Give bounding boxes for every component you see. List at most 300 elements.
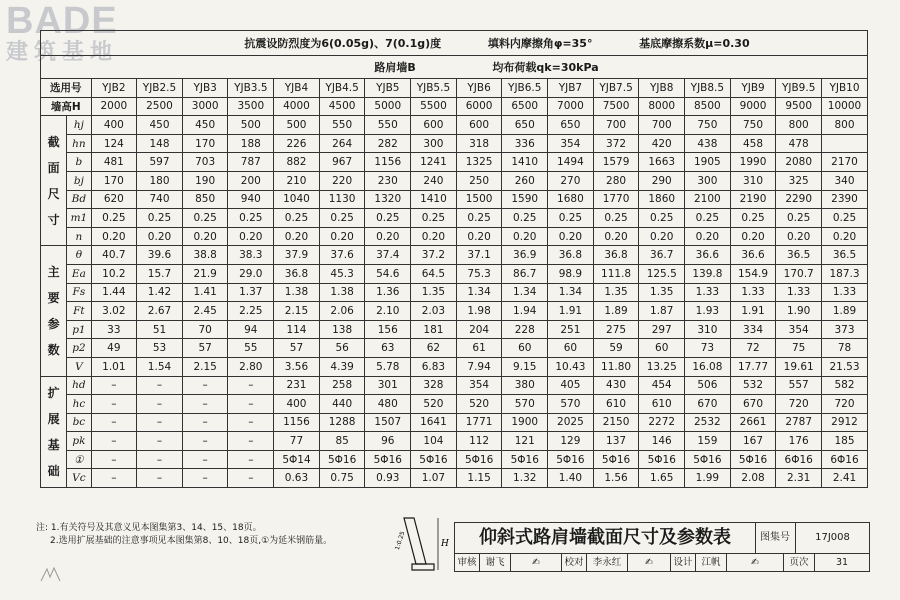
height-cell: 6500 bbox=[502, 97, 548, 116]
value-cell: 1990 bbox=[730, 153, 776, 172]
value-cell: 2.08 bbox=[730, 469, 776, 488]
value-cell: 1641 bbox=[411, 413, 457, 432]
value-cell: 188 bbox=[228, 134, 274, 153]
value-cell: 336 bbox=[502, 134, 548, 153]
value-cell: 1.65 bbox=[639, 469, 685, 488]
value-cell: 36.5 bbox=[776, 246, 822, 265]
value-cell: 582 bbox=[822, 376, 868, 395]
value-cell: 318 bbox=[456, 134, 502, 153]
table-row bbox=[41, 190, 868, 209]
model-cell: YJB5.5 bbox=[411, 79, 457, 98]
value-cell: 73 bbox=[685, 339, 731, 358]
value-cell: 1040 bbox=[274, 190, 320, 209]
row-label: V bbox=[67, 357, 91, 376]
parameter-table bbox=[40, 30, 868, 488]
model-cell: YJB5 bbox=[365, 79, 411, 98]
height-cell: 9500 bbox=[776, 97, 822, 116]
value-cell: – bbox=[182, 469, 228, 488]
value-cell: 3.56 bbox=[274, 357, 320, 376]
value-cell: 138 bbox=[319, 320, 365, 339]
value-cell: 720 bbox=[776, 395, 822, 414]
value-cell: 60 bbox=[502, 339, 548, 358]
value-cell: 40.7 bbox=[91, 246, 137, 265]
corner-mark-icon bbox=[38, 565, 64, 585]
value-cell: 0.25 bbox=[776, 209, 822, 228]
value-cell: 1.44 bbox=[91, 283, 137, 302]
value-cell: – bbox=[228, 395, 274, 414]
value-cell: 550 bbox=[365, 116, 411, 135]
value-cell: 354 bbox=[456, 376, 502, 395]
value-cell: 297 bbox=[639, 320, 685, 339]
parameter-table-frame bbox=[40, 30, 868, 513]
header-base-friction: 基底摩擦系数μ=0.30 bbox=[639, 37, 750, 50]
value-cell: 1.35 bbox=[411, 283, 457, 302]
row-label: p2 bbox=[67, 339, 91, 358]
value-cell: 1.98 bbox=[456, 302, 502, 321]
header-load: 均布荷载qk=30kPa bbox=[492, 61, 599, 74]
value-cell: 1.07 bbox=[411, 469, 457, 488]
value-cell: 185 bbox=[822, 432, 868, 451]
table-row bbox=[41, 246, 868, 265]
value-cell: 280 bbox=[593, 171, 639, 190]
row-label: Vc bbox=[67, 469, 91, 488]
value-cell: 240 bbox=[411, 171, 457, 190]
value-cell: 60 bbox=[639, 339, 685, 358]
table-row bbox=[41, 320, 868, 339]
value-cell: 334 bbox=[730, 320, 776, 339]
value-cell: 2.41 bbox=[822, 469, 868, 488]
model-cell: YJB6.5 bbox=[502, 79, 548, 98]
value-cell: 0.20 bbox=[274, 227, 320, 246]
value-cell: 400 bbox=[91, 116, 137, 135]
height-cell: 5500 bbox=[411, 97, 457, 116]
value-cell: 481 bbox=[91, 153, 137, 172]
value-cell: 2.45 bbox=[182, 302, 228, 321]
value-cell: 405 bbox=[548, 376, 594, 395]
check-name: 李永红 bbox=[587, 554, 628, 571]
row-label: hn bbox=[67, 134, 91, 153]
value-cell: 1241 bbox=[411, 153, 457, 172]
value-cell: – bbox=[228, 376, 274, 395]
value-cell: 750 bbox=[730, 116, 776, 135]
value-cell: 200 bbox=[228, 171, 274, 190]
value-cell: 1.90 bbox=[776, 302, 822, 321]
value-cell: 2170 bbox=[822, 153, 868, 172]
value-cell: 45.3 bbox=[319, 264, 365, 283]
value-cell: 2.10 bbox=[365, 302, 411, 321]
value-cell: 36.8 bbox=[548, 246, 594, 265]
value-cell: 2532 bbox=[685, 413, 731, 432]
model-cell: YJB9 bbox=[730, 79, 776, 98]
model-cell: YJB8 bbox=[639, 79, 685, 98]
height-cell: 8000 bbox=[639, 97, 685, 116]
page-value: 31 bbox=[835, 557, 849, 568]
value-cell: 1.56 bbox=[593, 469, 639, 488]
value-cell: 37.2 bbox=[411, 246, 457, 265]
col-header-label: 选用号 bbox=[41, 79, 92, 98]
value-cell: 1.01 bbox=[91, 357, 137, 376]
value-cell: 129 bbox=[548, 432, 594, 451]
value-cell: 550 bbox=[319, 116, 365, 135]
value-cell: 700 bbox=[639, 116, 685, 135]
value-cell: 290 bbox=[639, 171, 685, 190]
value-cell: 750 bbox=[685, 116, 731, 135]
value-cell: 328 bbox=[411, 376, 457, 395]
value-cell: 21.53 bbox=[822, 357, 868, 376]
value-cell: 15.7 bbox=[137, 264, 183, 283]
height-cell: 2500 bbox=[137, 97, 183, 116]
value-cell: 231 bbox=[274, 376, 320, 395]
height-cell: 6000 bbox=[456, 97, 502, 116]
value-cell: 2787 bbox=[776, 413, 822, 432]
table-row bbox=[41, 116, 868, 135]
value-cell: 29.0 bbox=[228, 264, 274, 283]
value-cell: 0.25 bbox=[228, 209, 274, 228]
value-cell: 1.93 bbox=[685, 302, 731, 321]
value-cell: 38.3 bbox=[228, 246, 274, 265]
value-cell: 1771 bbox=[456, 413, 502, 432]
value-cell: 1507 bbox=[365, 413, 411, 432]
value-cell: 940 bbox=[228, 190, 274, 209]
value-cell: 1.15 bbox=[456, 469, 502, 488]
value-cell: 16.08 bbox=[685, 357, 731, 376]
value-cell: 1900 bbox=[502, 413, 548, 432]
group-label-text: 主要参数 bbox=[47, 264, 60, 357]
table-row bbox=[41, 432, 868, 451]
value-cell: 148 bbox=[137, 134, 183, 153]
value-cell: 2661 bbox=[730, 413, 776, 432]
check-label: 校对 bbox=[562, 554, 587, 571]
table-row bbox=[41, 302, 868, 321]
value-cell: 36.8 bbox=[593, 246, 639, 265]
value-cell: 1.35 bbox=[639, 283, 685, 302]
table-row bbox=[41, 339, 868, 358]
value-cell: 2.80 bbox=[228, 357, 274, 376]
value-cell: 36.9 bbox=[502, 246, 548, 265]
value-cell: 1.32 bbox=[502, 469, 548, 488]
value-cell: 354 bbox=[776, 320, 822, 339]
header-seismic: 抗震设防烈度为6(0.05g)、7(0.1g)度 bbox=[244, 37, 442, 50]
value-cell: 1.36 bbox=[365, 283, 411, 302]
row-label: hd bbox=[67, 376, 91, 395]
value-cell: – bbox=[91, 413, 137, 432]
table-row bbox=[41, 450, 868, 469]
model-cell: YJB6 bbox=[456, 79, 502, 98]
value-cell: 37.9 bbox=[274, 246, 320, 265]
header-wall-type: 路肩墙B bbox=[374, 61, 416, 74]
value-cell: 1156 bbox=[365, 153, 411, 172]
value-cell: – bbox=[182, 413, 228, 432]
height-cell: 5000 bbox=[365, 97, 411, 116]
value-cell: 0.25 bbox=[548, 209, 594, 228]
model-cell: YJB3.5 bbox=[228, 79, 274, 98]
value-cell: 1.33 bbox=[822, 283, 868, 302]
value-cell: 230 bbox=[365, 171, 411, 190]
model-cell: YJB8.5 bbox=[685, 79, 731, 98]
value-cell: 72 bbox=[730, 339, 776, 358]
value-cell: 204 bbox=[456, 320, 502, 339]
value-cell: 4.39 bbox=[319, 357, 365, 376]
value-cell: 187.3 bbox=[822, 264, 868, 283]
review-label: 审核 bbox=[455, 554, 480, 571]
value-cell: 1.38 bbox=[274, 283, 320, 302]
value-cell: 600 bbox=[411, 116, 457, 135]
value-cell: 2290 bbox=[776, 190, 822, 209]
value-cell: – bbox=[228, 413, 274, 432]
value-cell: 5Φ16 bbox=[456, 450, 502, 469]
value-cell: 0.20 bbox=[502, 227, 548, 246]
value-cell: 0.25 bbox=[319, 209, 365, 228]
value-cell: 0.20 bbox=[137, 227, 183, 246]
value-cell bbox=[822, 134, 868, 153]
row-label: θ bbox=[67, 246, 91, 265]
value-cell: 570 bbox=[548, 395, 594, 414]
value-cell: 1.89 bbox=[593, 302, 639, 321]
value-cell: 159 bbox=[685, 432, 731, 451]
value-cell: 458 bbox=[730, 134, 776, 153]
value-cell: 372 bbox=[593, 134, 639, 153]
value-cell: 300 bbox=[411, 134, 457, 153]
value-cell: 2912 bbox=[822, 413, 868, 432]
value-cell: 86.7 bbox=[502, 264, 548, 283]
table-row bbox=[41, 283, 868, 302]
value-cell: 17.77 bbox=[730, 357, 776, 376]
value-cell: 1663 bbox=[639, 153, 685, 172]
value-cell: 570 bbox=[502, 395, 548, 414]
value-cell: 2.67 bbox=[137, 302, 183, 321]
value-cell: 506 bbox=[685, 376, 731, 395]
value-cell: 0.20 bbox=[91, 227, 137, 246]
row-label: Ea bbox=[67, 264, 91, 283]
value-cell: 1.40 bbox=[548, 469, 594, 488]
value-cell: 220 bbox=[319, 171, 365, 190]
value-cell: 1156 bbox=[274, 413, 320, 432]
value-cell: 438 bbox=[685, 134, 731, 153]
value-cell: 373 bbox=[822, 320, 868, 339]
value-cell: – bbox=[137, 376, 183, 395]
row-label: b bbox=[67, 153, 91, 172]
note-1: 1.有关符号及其意义见本图集第3、14、15、18页。 bbox=[50, 523, 262, 533]
value-cell: 57 bbox=[182, 339, 228, 358]
value-cell: – bbox=[137, 413, 183, 432]
value-cell: 800 bbox=[776, 116, 822, 135]
value-cell: 2.15 bbox=[274, 302, 320, 321]
value-cell: 0.20 bbox=[776, 227, 822, 246]
value-cell: 610 bbox=[639, 395, 685, 414]
value-cell: 3.02 bbox=[91, 302, 137, 321]
value-cell: 1325 bbox=[456, 153, 502, 172]
value-cell: 2100 bbox=[685, 190, 731, 209]
value-cell: 125.5 bbox=[639, 264, 685, 283]
table-row bbox=[41, 395, 868, 414]
value-cell: 39.6 bbox=[137, 246, 183, 265]
value-cell: 0.20 bbox=[411, 227, 457, 246]
row-label: n bbox=[67, 227, 91, 246]
value-cell: 282 bbox=[365, 134, 411, 153]
value-cell: 2025 bbox=[548, 413, 594, 432]
table-row bbox=[41, 469, 868, 488]
diagram-height-label: H bbox=[441, 539, 449, 549]
value-cell: 49 bbox=[91, 339, 137, 358]
value-cell: 61 bbox=[456, 339, 502, 358]
value-cell: 882 bbox=[274, 153, 320, 172]
value-cell: 500 bbox=[228, 116, 274, 135]
table-row bbox=[41, 134, 868, 153]
value-cell: 1680 bbox=[548, 190, 594, 209]
value-cell: 450 bbox=[182, 116, 228, 135]
value-cell: 170 bbox=[182, 134, 228, 153]
value-cell: 0.25 bbox=[502, 209, 548, 228]
value-cell: 1.38 bbox=[319, 283, 365, 302]
value-cell: 1320 bbox=[365, 190, 411, 209]
height-cell: 10000 bbox=[822, 97, 868, 116]
value-cell: 430 bbox=[593, 376, 639, 395]
value-cell: 0.25 bbox=[639, 209, 685, 228]
row-label: hc bbox=[67, 395, 91, 414]
value-cell: 21.9 bbox=[182, 264, 228, 283]
value-cell: 740 bbox=[137, 190, 183, 209]
value-cell: 1410 bbox=[411, 190, 457, 209]
row-label: Ft bbox=[67, 302, 91, 321]
value-cell: 301 bbox=[365, 376, 411, 395]
value-cell: 0.20 bbox=[822, 227, 868, 246]
value-cell: – bbox=[91, 395, 137, 414]
value-cell: 967 bbox=[319, 153, 365, 172]
value-cell: 0.20 bbox=[593, 227, 639, 246]
value-cell: 650 bbox=[502, 116, 548, 135]
value-cell: 610 bbox=[593, 395, 639, 414]
value-cell: 275 bbox=[593, 320, 639, 339]
value-cell: 264 bbox=[319, 134, 365, 153]
value-cell: 258 bbox=[319, 376, 365, 395]
value-cell: 310 bbox=[730, 171, 776, 190]
value-cell: 10.43 bbox=[548, 357, 594, 376]
value-cell: 700 bbox=[593, 116, 639, 135]
value-cell: 6Φ16 bbox=[822, 450, 868, 469]
model-cell: YJB7 bbox=[548, 79, 594, 98]
value-cell: 557 bbox=[776, 376, 822, 395]
value-cell: 0.25 bbox=[593, 209, 639, 228]
value-cell: 0.25 bbox=[91, 209, 137, 228]
group-label bbox=[41, 246, 67, 376]
value-cell: 1905 bbox=[685, 153, 731, 172]
review-signature: ✍ bbox=[511, 554, 562, 571]
value-cell: 520 bbox=[456, 395, 502, 414]
group-label bbox=[41, 116, 67, 246]
value-cell: 850 bbox=[182, 190, 228, 209]
value-cell: 1.34 bbox=[456, 283, 502, 302]
value-cell: 63 bbox=[365, 339, 411, 358]
value-cell: 6.83 bbox=[411, 357, 457, 376]
value-cell: 251 bbox=[548, 320, 594, 339]
value-cell: 260 bbox=[502, 171, 548, 190]
value-cell: 1.33 bbox=[730, 283, 776, 302]
value-cell: 720 bbox=[822, 395, 868, 414]
value-cell: – bbox=[91, 450, 137, 469]
value-cell: – bbox=[228, 469, 274, 488]
value-cell: 480 bbox=[365, 395, 411, 414]
value-cell: 85 bbox=[319, 432, 365, 451]
value-cell: 0.20 bbox=[319, 227, 365, 246]
value-cell: 1.33 bbox=[685, 283, 731, 302]
value-cell: 600 bbox=[456, 116, 502, 135]
model-cell: YJB4.5 bbox=[319, 79, 365, 98]
diagram-slope-label: 1:0.25 bbox=[393, 530, 407, 552]
value-cell: 2272 bbox=[639, 413, 685, 432]
table-row bbox=[41, 227, 868, 246]
value-cell: – bbox=[182, 450, 228, 469]
value-cell: 650 bbox=[548, 116, 594, 135]
value-cell: 53 bbox=[137, 339, 183, 358]
value-cell: 156 bbox=[365, 320, 411, 339]
value-cell: 10.2 bbox=[91, 264, 137, 283]
value-cell: 9.15 bbox=[502, 357, 548, 376]
value-cell: 56 bbox=[319, 339, 365, 358]
value-cell: 0.25 bbox=[365, 209, 411, 228]
value-cell: 1.91 bbox=[548, 302, 594, 321]
value-cell: – bbox=[228, 432, 274, 451]
value-cell: 33 bbox=[91, 320, 137, 339]
value-cell: 2150 bbox=[593, 413, 639, 432]
value-cell: 78 bbox=[822, 339, 868, 358]
height-cell: 7000 bbox=[548, 97, 594, 116]
design-signature: ✍ bbox=[727, 554, 784, 571]
value-cell: – bbox=[137, 469, 183, 488]
check-signature: ✍ bbox=[628, 554, 671, 571]
atlas-label: 图集号 bbox=[755, 523, 796, 554]
value-cell: 180 bbox=[137, 171, 183, 190]
value-cell: 670 bbox=[730, 395, 776, 414]
value-cell: 36.8 bbox=[274, 264, 320, 283]
table-row bbox=[41, 209, 868, 228]
value-cell: 2.15 bbox=[182, 357, 228, 376]
value-cell: 176 bbox=[776, 432, 822, 451]
table-row bbox=[41, 171, 868, 190]
group-label-text: 截面尺寸 bbox=[47, 134, 60, 227]
value-cell: – bbox=[137, 395, 183, 414]
value-cell: 104 bbox=[411, 432, 457, 451]
table-row bbox=[41, 376, 868, 395]
value-cell: 5Φ16 bbox=[365, 450, 411, 469]
value-cell: 1500 bbox=[456, 190, 502, 209]
value-cell: – bbox=[182, 395, 228, 414]
row-label: bj bbox=[67, 171, 91, 190]
design-label: 设计 bbox=[671, 554, 696, 571]
value-cell: 270 bbox=[548, 171, 594, 190]
value-cell: 62 bbox=[411, 339, 457, 358]
value-cell: 597 bbox=[137, 153, 183, 172]
value-cell: 0.20 bbox=[639, 227, 685, 246]
value-cell: 139.8 bbox=[685, 264, 731, 283]
row-label: hj bbox=[67, 116, 91, 135]
review-name: 谢飞 bbox=[480, 554, 511, 571]
model-cell: YJB2 bbox=[91, 79, 137, 98]
value-cell: 300 bbox=[685, 171, 731, 190]
page-label: 页次 bbox=[784, 554, 815, 571]
value-cell: 170 bbox=[91, 171, 137, 190]
value-cell: 19.61 bbox=[776, 357, 822, 376]
value-cell: 2190 bbox=[730, 190, 776, 209]
value-cell: 55 bbox=[228, 339, 274, 358]
drawing-title: 仰斜式路肩墙截面尺寸及参数表 bbox=[455, 523, 756, 554]
logo-cn-text: 建筑基地 bbox=[6, 40, 119, 65]
header-friction-angle: 填料内摩擦角φ=35° bbox=[487, 37, 593, 50]
value-cell: 310 bbox=[685, 320, 731, 339]
value-cell: 0.25 bbox=[685, 209, 731, 228]
value-cell: 0.25 bbox=[456, 209, 502, 228]
value-cell: 1.89 bbox=[822, 302, 868, 321]
value-cell: 620 bbox=[91, 190, 137, 209]
